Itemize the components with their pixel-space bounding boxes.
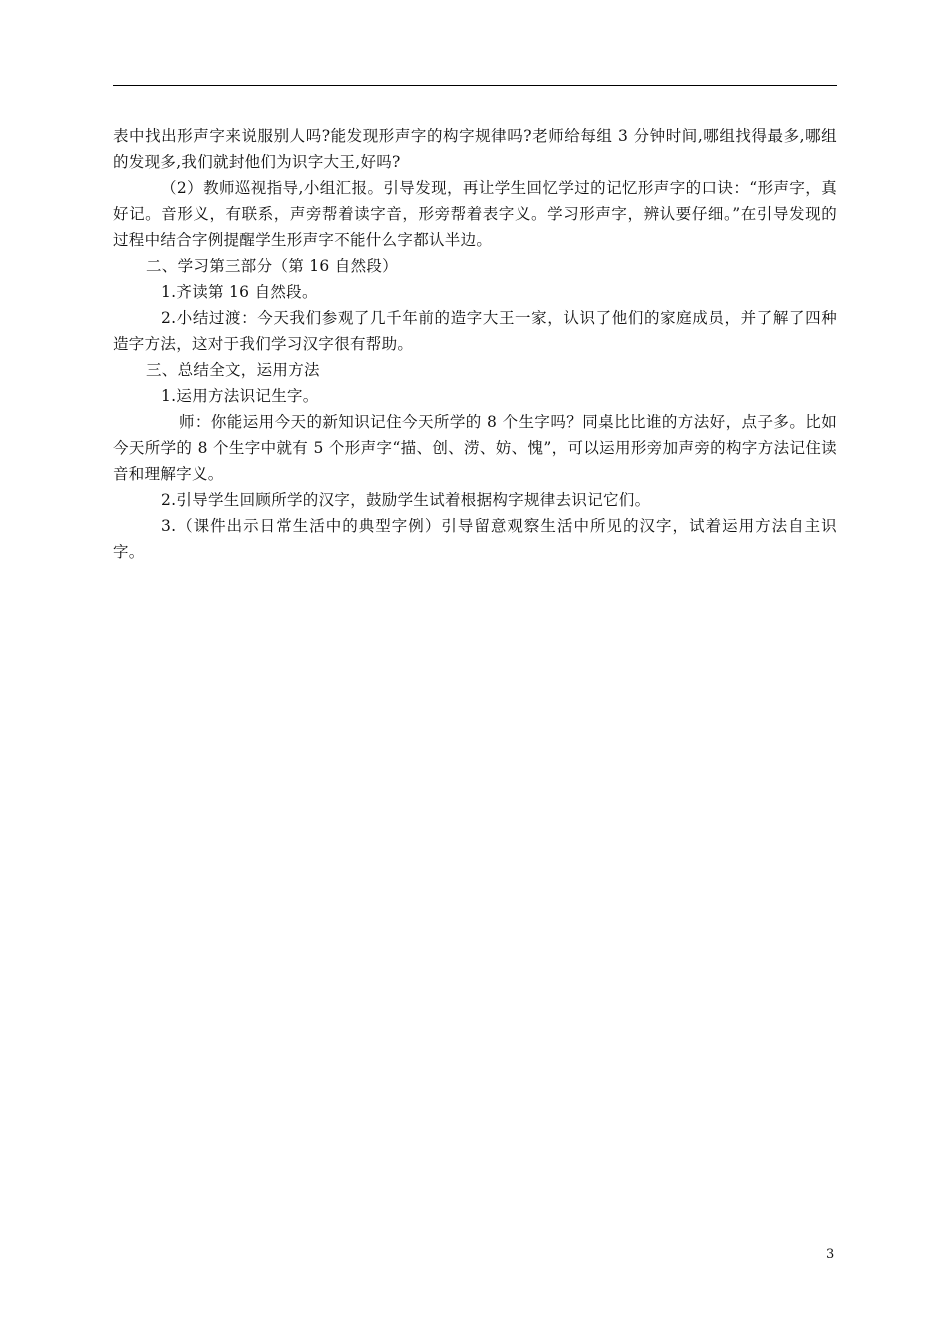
paragraph-teacher-prompt: 师：你能运用今天的新知识记住今天所学的 8 个生字吗？同桌比比谁的方法好，点子多。比如今天所学的 8 个生字中就有 5 个形声字“描、创、涝、妨、愧”，可以运用形旁加声旁的构字方法记住读音和理解字义。 [113, 413, 837, 483]
list-item-apply-method: 1.运用方法识记生字。 [161, 387, 319, 405]
header-rule [113, 85, 837, 86]
section-heading-summary: 三、总结全文，运用方法 [146, 361, 320, 379]
paragraph-continuation: 表中找出形声字来说服别人吗?能发现形声字的构字规律吗?老师给每组 3 分钟时间,哪组找得最多,哪组的发现多,我们就封他们为识字大王,好吗? [113, 127, 837, 171]
document-body [113, 123, 837, 565]
section-heading-part-three: 二、学习第三部分（第 16 自然段） [146, 257, 398, 275]
list-item-review-characters: 2.引导学生回顾所学的汉字，鼓励学生试着根据构字规律去识记它们。 [161, 491, 651, 509]
list-item-observe-daily-life: 3.（课件出示日常生活中的典型字例）引导留意观察生活中所见的汉字，试着运用方法自主识字。 [113, 517, 837, 561]
paragraph-teacher-guidance: （2）教师巡视指导,小组汇报。引导发现，再让学生回忆学过的记忆形声字的口诀：“形声字，真好记。音形义，有联系，声旁帮着读字音，形旁帮着表字义。学习形声字，辨认要仔细。”在引导发现的过程中结合字例提醒学生形声字不能什么字都认半边。 [113, 179, 837, 249]
page-number: 3 [826, 1247, 835, 1262]
list-item-summary-transition: 2.小结过渡：今天我们参观了几千年前的造字大王一家，认识了他们的家庭成员，并了解了四种造字方法，这对于我们学习汉字很有帮助。 [113, 309, 837, 353]
list-item-read-aloud: 1.齐读第 16 自然段。 [161, 283, 318, 301]
